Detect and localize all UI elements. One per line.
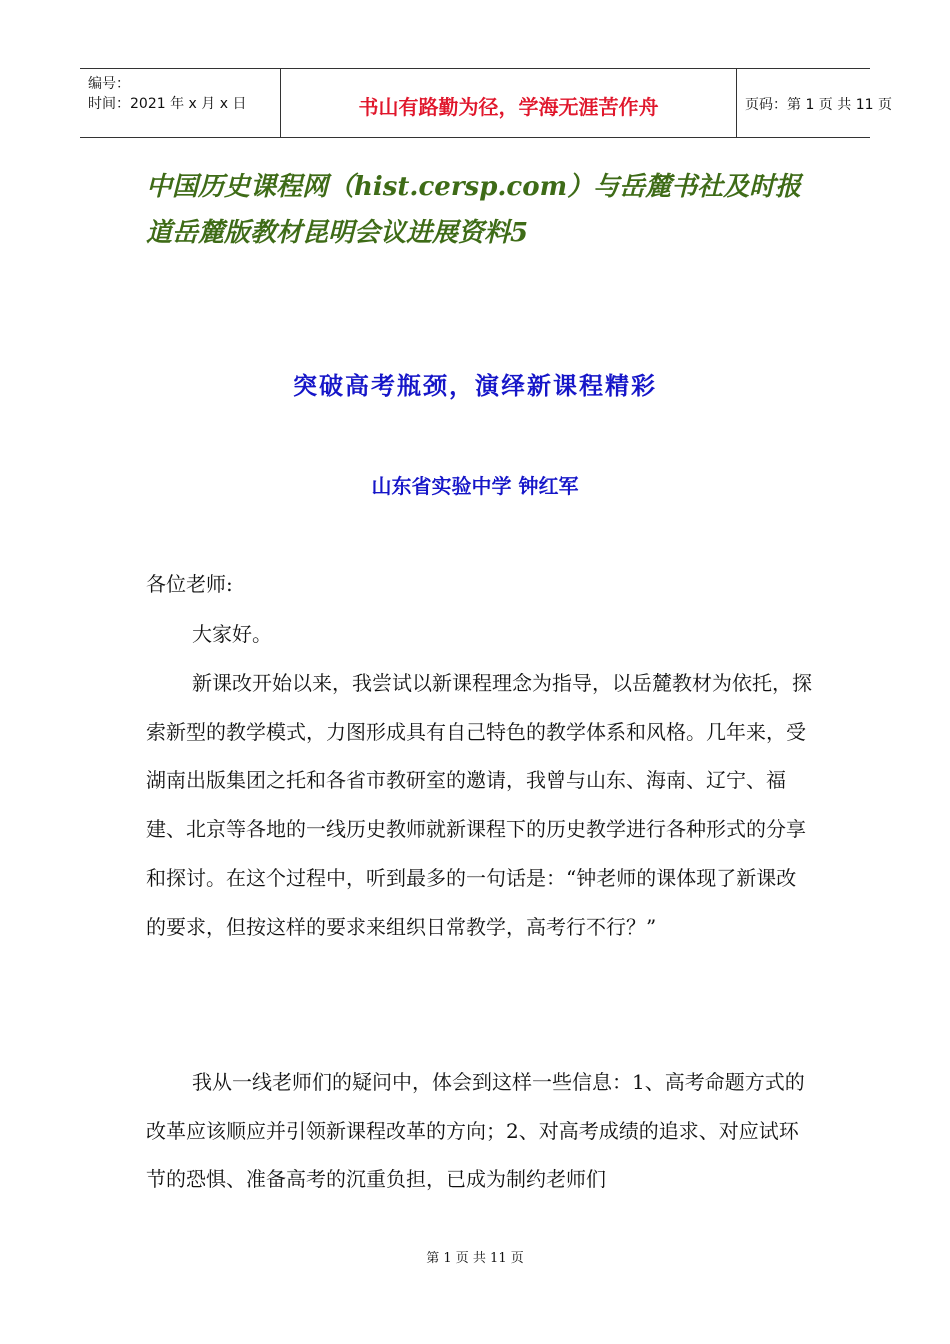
document-title: 中国历史课程网（hist.cersp.com）与岳麓书社及时报道岳麓版教材昆明会议进展资料5 [146,172,802,248]
paragraph-2: 我从一线老师们的疑问中，体会到这样一些信息：1、高考命题方式的改革应该顺应并引领新课程改革的方向；2、对高考成绩的追求、对应试环节的恐惧、准备高考的沉重负担，已成为制约老师们 [146,1070,805,1192]
header-motto-cell [280,69,737,137]
document-header [80,68,892,138]
header-page-cell [737,69,892,137]
salutation: 各位老师: [146,572,233,596]
page-info: 页码：第 1 页 共 11 页 [745,97,892,113]
motto-text: 书山有路勤为径，学海无涯苦作舟 [358,95,659,119]
time-label: 时间：2021 年 x 月 x 日 [88,96,247,112]
article-title: 突破高考瓶颈，演绎新课程精彩 [293,371,657,400]
paragraph-1: 新课改开始以来，我尝试以新课程理念为指导，以岳麓教材为依托，探索新型的教学模式，力图形成具有自己特色的教学体系和风格。几年来，受湖南出版集团之托和各省市教研室的邀请，我曾与山东、海南、辽宁、福建、北京等各地的一线历史教师就新课程下的历史教学进行各种形式的分享和探讨。在这个过程中，听到最多的一句话是：“钟老师的课体现了新课改的要求，但按这样的要求来组织日常教学，高考行不行？” [146,671,812,939]
header-left-cell [80,69,280,137]
greeting: 大家好。 [192,622,272,646]
author-line: 山东省实验中学 钟红军 [371,474,579,498]
page-footer: 第 1 页 共 11 页 [426,1251,524,1266]
number-label: 编号： [88,76,130,92]
